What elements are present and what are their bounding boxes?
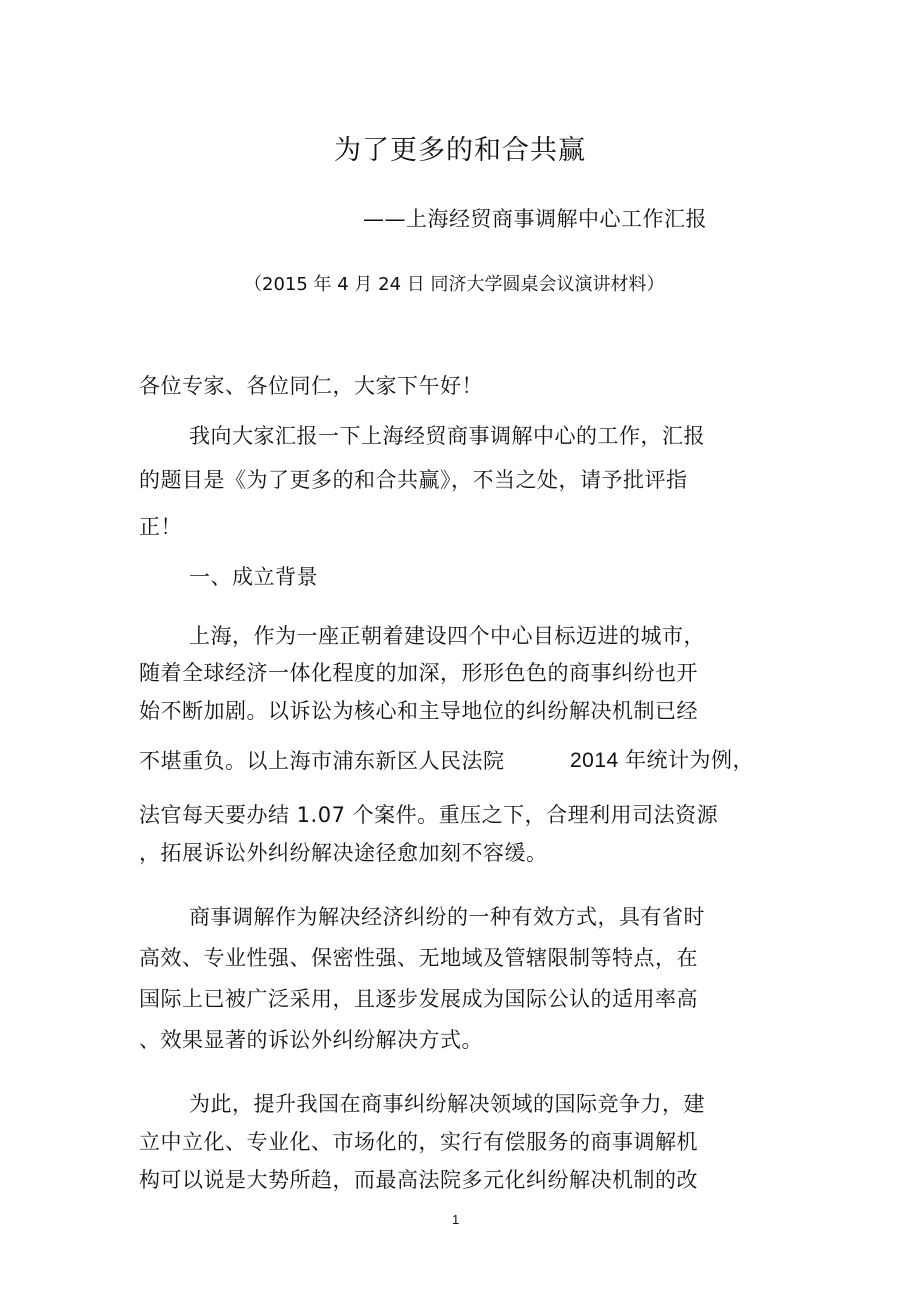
para1-line-3: 始不断加剧。以诉讼为核心和主导地位的纠纷解决机制已经 (139, 699, 698, 723)
para1-line-6: ，拓展诉讼外纠纷解决途径愈加刻不容缓。 (139, 841, 548, 865)
para2-line-2: 高效、专业性强、保密性强、无地域及管辖限制等特点，在 (139, 946, 698, 970)
para2-line-4: 、效果显著的诉讼外纠纷解决方式。 (139, 1028, 483, 1052)
para1-line-2: 随着全球经济一体化程度的加深，形形色色的商事纠纷也开 (139, 661, 698, 685)
para1-line-1: 上海，作为一座正朝着建设四个中心目标迈进的城市， (189, 624, 705, 648)
greeting: 各位专家、各位同仁，大家下午好！ (139, 374, 483, 398)
para2-line-1: 商事调解作为解决经济纠纷的一种有效方式，具有省时 (189, 905, 705, 929)
intro-line-2: 的题目是《为了更多的和合共赢》，不当之处，请予批评指 (139, 468, 688, 492)
para3-line-3: 构可以说是大势所趋，而最高法院多元化纠纷解决机制的改 (139, 1168, 698, 1192)
document-title: 为了更多的和合共赢 (334, 135, 586, 166)
document-dateline: （2015 年 4 月 24 日 同济大学圆桌会议演讲材料） (244, 274, 665, 295)
document-subtitle: ——上海经贸商事调解中心工作汇报 (363, 207, 707, 231)
para1-line-5: 法官每天要办结 1.07 个案件。重压之下，合理利用司法资源 (139, 803, 719, 827)
para2-line-3: 国际上已被广泛采用，且逐步发展成为国际公认的适用率高 (139, 987, 698, 1011)
para1-line-4b: 2014 年统计为例， (570, 749, 755, 772)
intro-line-3: 正！ (139, 515, 182, 539)
para1-line-4a: 不堪重负。以上海市浦东新区人民法院 (139, 749, 505, 773)
intro-line-1: 我向大家汇报一下上海经贸商事调解中心的工作，汇报 (189, 424, 705, 448)
section-heading: 一、成立背景 (189, 565, 318, 589)
para3-line-2: 立中立化、专业化、市场化的，实行有偿服务的商事调解机 (139, 1130, 698, 1154)
para3-line-1: 为此，提升我国在商事纠纷解决领域的国际竞争力，建 (189, 1092, 705, 1116)
page-number: 1 (452, 1212, 460, 1227)
